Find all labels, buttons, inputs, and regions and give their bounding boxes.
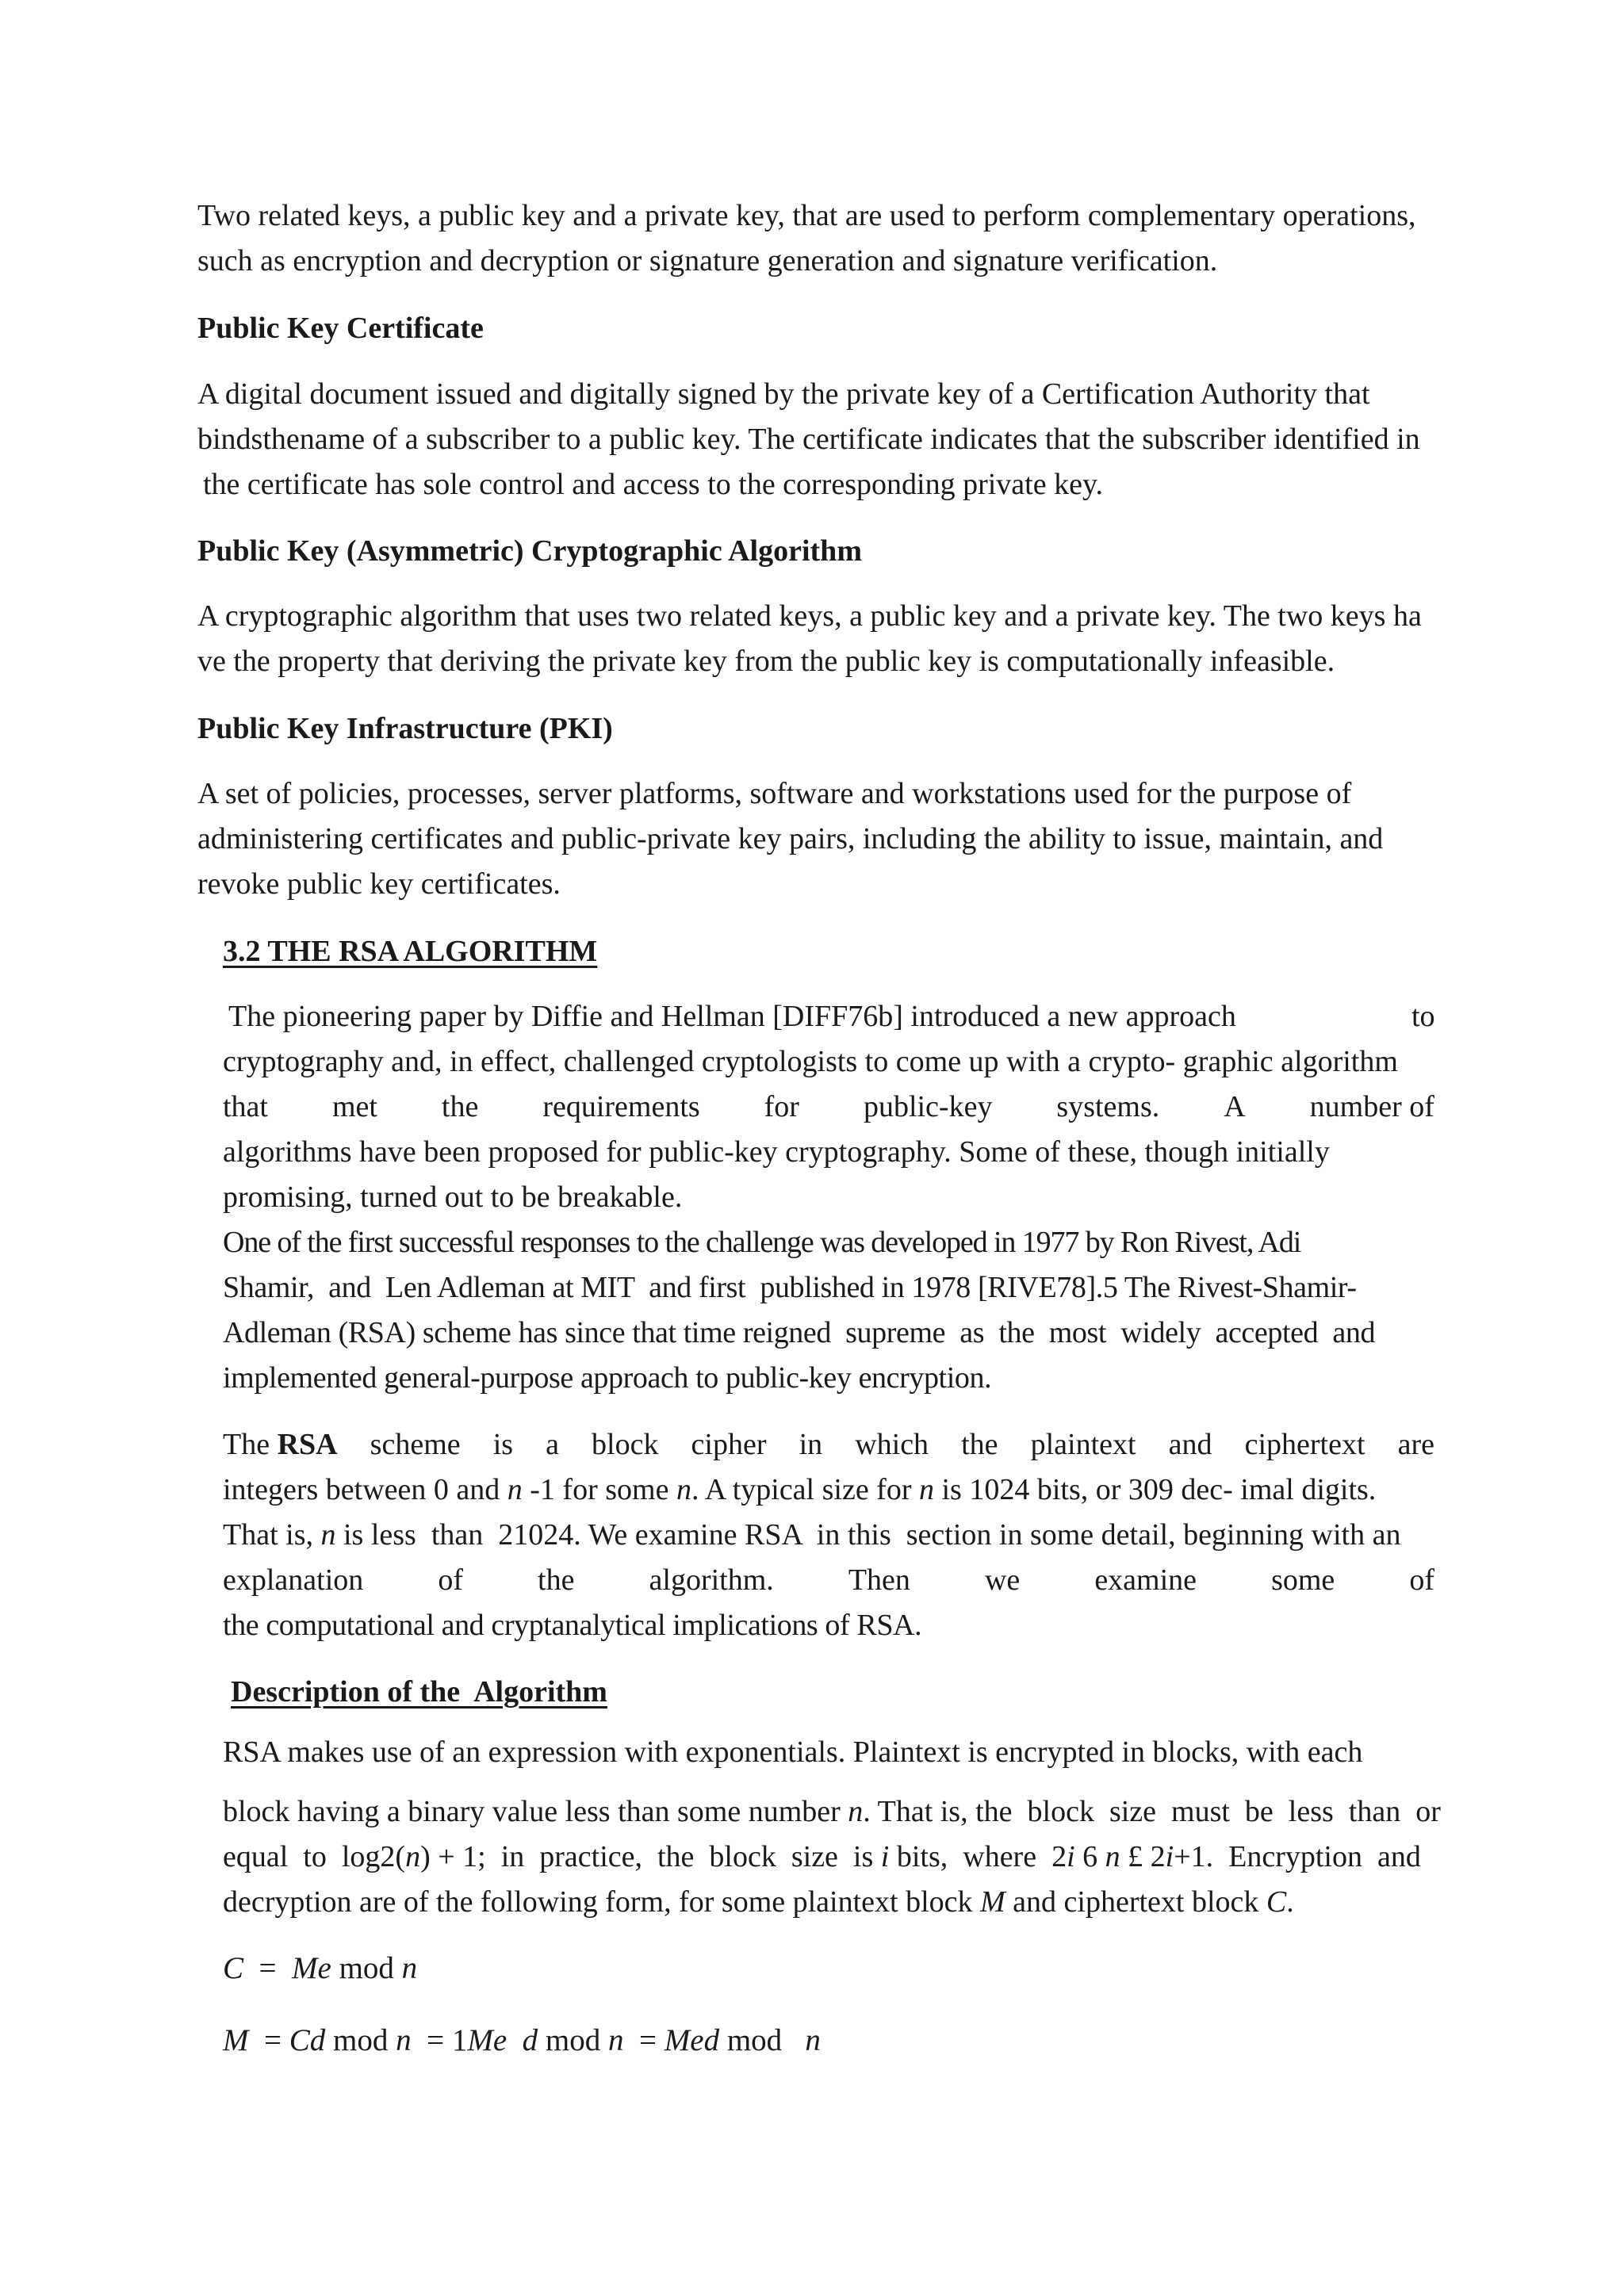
word: is: [492, 1428, 514, 1461]
word: the: [538, 1563, 575, 1597]
paragraph-line: bindsthename of a subscriber to a public key. The certificate indicates that the subscriber identified in: [197, 423, 1420, 456]
word: A: [1224, 1090, 1246, 1123]
word: systems.: [1056, 1090, 1160, 1123]
equation-decryption: M = Cd mod n = 1Me d mod n = Med mod n: [223, 2023, 821, 2057]
paragraph-line: integers between 0 and n -1 for some n. A typical size for n is 1024 bits, or 309 dec- imal digits.: [223, 1473, 1377, 1506]
word: explanation: [223, 1563, 364, 1597]
word: block: [592, 1428, 659, 1461]
paragraph-line: A digital document issued and digitally signed by the private key of a Certification Authority that: [197, 377, 1370, 411]
word: of: [438, 1563, 463, 1597]
paragraph-line: block having a binary value less than some number n. That is, the block size must be less than or: [223, 1795, 1441, 1828]
section-heading: Description of the Algorithm: [231, 1675, 607, 1709]
paragraph-line: the computational and cryptanalytical implications of RSA.: [223, 1609, 922, 1642]
paragraph-line: That is, n is less than 21024. We examine RSA in this section in some detail, beginning with an: [223, 1518, 1401, 1552]
word: the: [441, 1090, 479, 1123]
section-heading: 3.2 THE RSA ALGORITHM: [223, 935, 598, 968]
word: Then: [848, 1563, 910, 1597]
paragraph-line: Shamir, and Len Adleman at MIT and first published in 1978 [RIVE78].5 The Rivest-Shamir-: [223, 1271, 1357, 1304]
paragraph-line: A cryptographic algorithm that uses two related keys, a public key and a private key. The two keys ha: [197, 599, 1422, 633]
paragraph-line: decryption are of the following form, for some plaintext block M and ciphertext block C.: [223, 1885, 1294, 1919]
paragraph-line: promising, turned out to be breakable.: [223, 1181, 683, 1214]
section-heading: Public Key (Asymmetric) Cryptographic Algorithm: [197, 534, 862, 568]
word: The RSA: [223, 1428, 338, 1461]
word: which: [855, 1428, 929, 1461]
paragraph-line-justified: [223, 1429, 1434, 1460]
word: some: [1271, 1563, 1335, 1597]
paragraph-line: A set of policies, processes, server platforms, software and workstations used for the purpose of: [197, 777, 1352, 810]
word: examine: [1094, 1563, 1197, 1597]
word: we: [984, 1563, 1021, 1597]
paragraph-line: administering certificates and public-private key pairs, including the ability to issue, maintain, and: [197, 822, 1384, 855]
word: requirements: [542, 1090, 700, 1123]
paragraph-line: revoke public key certificates.: [197, 867, 561, 901]
section-heading: Public Key Infrastructure (PKI): [197, 712, 613, 745]
paragraph-line: implemented general-purpose approach to public-key encryption.: [223, 1361, 992, 1395]
word: that: [223, 1090, 268, 1123]
paragraph-line: Adleman (RSA) scheme has since that time reigned supreme as the most widely accepted and: [223, 1316, 1376, 1349]
paragraph-line: such as encryption and decryption or signature generation and signature verification.: [197, 244, 1218, 277]
word: public-key: [863, 1090, 993, 1123]
paragraph-line: ve the property that deriving the private key from the public key is computationally infeasible.: [197, 645, 1335, 678]
word: in: [799, 1428, 823, 1461]
word: the: [961, 1428, 998, 1461]
section-heading: Public Key Certificate: [197, 312, 484, 345]
paragraph-line: cryptography and, in effect, challenged cryptologists to come up with a crypto- graphic algorithm: [223, 1045, 1398, 1078]
paragraph-line-justified: [223, 1092, 1434, 1122]
word: scheme: [370, 1428, 461, 1461]
word: for: [764, 1090, 799, 1123]
paragraph-line: the certificate has sole control and access to the corresponding private key.: [203, 468, 1103, 501]
word: number of: [1309, 1090, 1434, 1123]
word: ciphertext: [1244, 1428, 1365, 1461]
word: met: [331, 1090, 377, 1123]
word: algorithm.: [649, 1563, 774, 1597]
word: a: [546, 1428, 559, 1461]
paragraph-line: RSA makes use of an expression with exponentials. Plaintext is encrypted in blocks, with each: [223, 1735, 1363, 1769]
paragraph-line-justified: [223, 1565, 1434, 1595]
paragraph-line: equal to log2(n) + 1; in practice, the block size is i bits, where 2i 6 n £ 2i+1. Encryption and: [223, 1840, 1421, 1873]
word: of: [1409, 1563, 1434, 1597]
paragraph-line-end: to: [1411, 1000, 1435, 1033]
equation-encryption: C = Me mod n: [223, 1951, 418, 1985]
word: cipher: [691, 1428, 767, 1461]
paragraph-line: Two related keys, a public key and a private key, that are used to perform complementary operations,: [197, 199, 1416, 232]
paragraph-line: The pioneering paper by Diffie and Hellman [DIFF76b] introduced a new approach: [228, 1000, 1236, 1033]
paragraph-line: One of the first successful responses to the challenge was developed in 1977 by Ron Rivest, Adi: [223, 1226, 1301, 1259]
word: are: [1397, 1428, 1434, 1461]
paragraph-line: algorithms have been proposed for public-key cryptography. Some of these, though initially: [223, 1135, 1330, 1169]
word: and: [1168, 1428, 1212, 1461]
word: plaintext: [1030, 1428, 1136, 1461]
